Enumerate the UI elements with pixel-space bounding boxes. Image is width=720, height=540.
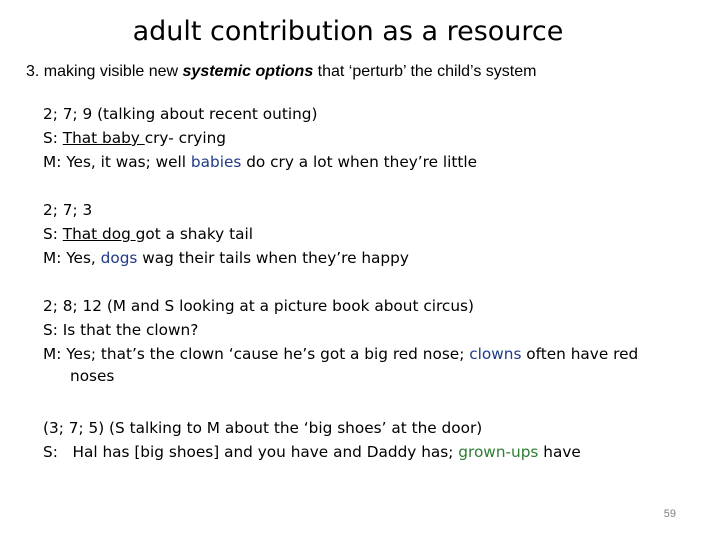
highlighted-term: grown-ups xyxy=(458,443,539,461)
highlighted-term: babies xyxy=(190,153,242,171)
example-1-header: 2; 7; 9 (talking about recent outing) xyxy=(43,105,318,123)
example-1-child-line xyxy=(43,126,713,150)
slide-title: adult contribution as a resource xyxy=(132,16,564,47)
child-utterance-pre: Hal has [big shoes] and you have and Daddy has; xyxy=(72,443,459,461)
underlined-phrase: That baby xyxy=(62,129,145,147)
example-4-header: (3; 7; 5) (S talking to M about the ‘big shoes’ at the door) xyxy=(43,419,483,437)
example-2-header: 2; 7; 3 xyxy=(43,201,93,219)
example-2-child-line xyxy=(43,222,713,246)
child-utterance: cry- crying xyxy=(144,129,226,147)
example-3-mother-line xyxy=(43,342,713,366)
speaker-m-label: M: xyxy=(43,153,67,171)
speaker-s-label: S: xyxy=(43,443,73,461)
example-2-mother-line xyxy=(43,246,713,270)
example-3-header: 2; 8; 12 (M and S looking at a picture book about circus) xyxy=(43,297,474,315)
mother-utterance-post: wag their tails when they’re happy xyxy=(137,249,409,267)
child-utterance-post: have xyxy=(538,443,581,461)
example-3-child-line: S: Is that the clown? xyxy=(43,321,199,339)
highlighted-term: dogs xyxy=(100,249,138,267)
mother-utterance-pre: Yes, it was; well xyxy=(66,153,191,171)
example-1 xyxy=(43,102,713,174)
child-utterance: got a shaky tail xyxy=(135,225,253,243)
subtitle-emphasis: systemic options xyxy=(182,63,314,80)
example-3-mother-continuation: noses xyxy=(70,367,115,385)
page-number: 59 xyxy=(663,508,676,520)
speaker-s-label: S: xyxy=(43,129,63,147)
speaker-s-label: S: xyxy=(43,225,63,243)
example-4 xyxy=(43,416,713,464)
underlined-phrase: That dog xyxy=(62,225,136,243)
example-2 xyxy=(43,198,713,270)
mother-utterance-post: do cry a lot when they’re little xyxy=(241,153,478,171)
example-4-child-line xyxy=(43,440,713,464)
mother-utterance-post: often have red xyxy=(521,345,639,363)
mother-utterance-pre: Yes; that’s the clown ‘cause he’s got a big red nose; xyxy=(66,345,470,363)
example-1-mother-line xyxy=(43,150,713,174)
slide-subtitle xyxy=(26,62,716,82)
highlighted-term: clowns xyxy=(469,345,522,363)
subtitle-suffix: that ‘perturb’ the child’s system xyxy=(313,63,537,80)
mother-utterance-pre: Yes, xyxy=(66,249,101,267)
speaker-m-label: M: xyxy=(43,345,67,363)
speaker-m-label: M: xyxy=(43,249,67,267)
example-3 xyxy=(43,294,713,386)
subtitle-prefix: 3. making visible new xyxy=(26,63,183,80)
